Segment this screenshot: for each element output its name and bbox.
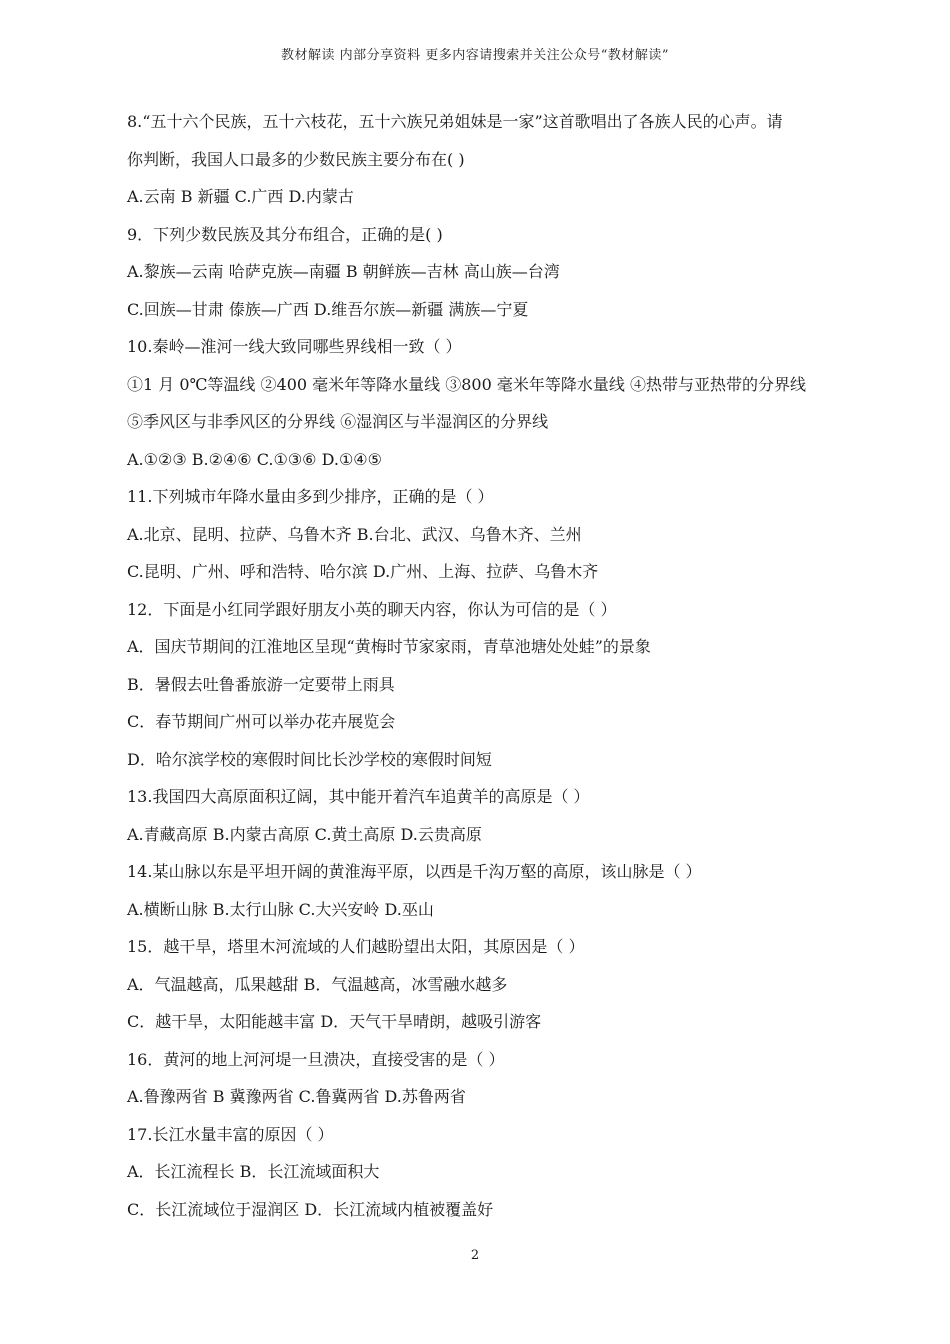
text-line: 16．黄河的地上河河堤一旦溃决，直接受害的是（ ） [127,1049,505,1069]
text-line: C．春节期间广州可以举办花卉展览会 [127,712,396,731]
text-line: C．长江流域位于湿润区 D．长江流域内植被覆盖好 [127,1199,494,1219]
text-line: 14.某山脉以东是平坦开阔的黄淮海平原，以西是千沟万壑的高原，该山脉是（ ） [127,862,702,881]
text-line: 15．越干旱，塔里木河流域的人们越盼望出太阳，其原因是（ ） [127,937,585,956]
text-line: C.回族—甘肃 傣族—广西 D.维吾尔族—新疆 满族—宁夏 [127,299,529,319]
text-line: 8.“五十六个民族，五十六枝花，五十六族兄弟姐妹是一家”这首歌唱出了各族人民的心声。请 [127,112,783,131]
text-line: A．气温越高，瓜果越甜 B．气温越高，冰雪融水越多 [127,974,508,994]
text-line: 9．下列少数民族及其分布组合，正确的是( ) [127,224,443,244]
text-line: A.北京、昆明、拉萨、乌鲁木齐 B.台北、武汉、乌鲁木齐、兰州 [127,524,582,544]
text-line: A.云南 B 新疆 C.广西 D.内蒙古 [127,187,354,206]
text-line: C.昆明、广州、呼和浩特、哈尔滨 D.广州、上海、拉萨、乌鲁木齐 [127,562,599,581]
text-line: ⑤季风区与非季风区的分界线 ⑥湿润区与半湿润区的分界线 [127,412,549,431]
text-line: A.①②③ B.②④⑥ C.①③⑥ D.①④⑤ [127,449,382,469]
text-line: ①1 月 0℃等温线 ②400 毫米年等降水量线 ③800 毫米年等降水量线 ④热带与亚热带的分界线 [127,374,806,394]
page-number: 2 [470,1248,480,1263]
text-line: 10.秦岭—淮河一线大致同哪些界线相一致（ ） [127,337,462,356]
text-line: 你判断，我国人口最多的少数民族主要分布在( ) [127,149,465,169]
text-line: B．暑假去吐鲁番旅游一定要带上雨具 [127,674,395,694]
text-line: D．哈尔滨学校的寒假时间比长沙学校的寒假时间短 [127,749,492,769]
text-line: 12．下面是小红同学跟好朋友小英的聊天内容，你认为可信的是（ ） [127,599,617,619]
text-line: 17.长江水量丰富的原因（ ） [127,1124,334,1144]
text-line: 11.下列城市年降水量由多到少排序，正确的是（ ） [127,487,494,506]
text-line: A．长江流程长 B．长江流域面积大 [127,1162,380,1181]
text-line: A．国庆节期间的江淮地区呈现“黄梅时节家家雨，青草池塘处处蛙”的景象 [127,637,651,656]
text-line: A.青藏高原 B.内蒙古高原 C.黄土高原 D.云贵高原 [127,824,482,844]
text-line: A.横断山脉 B.太行山脉 C.大兴安岭 D.巫山 [127,899,434,919]
question-content [127,112,847,1237]
page-header: 教材解读 内部分享资料 更多内容请搜索并关注公众号“教材解读” [280,48,670,63]
text-line: C．越干旱，太阳能越丰富 D．天气干旱晴朗，越吸引游客 [127,1012,542,1031]
text-line: A.鲁豫两省 B 冀豫两省 C.鲁冀两省 D.苏鲁两省 [127,1087,466,1106]
text-line: A.黎族—云南 哈萨克族—南疆 B 朝鲜族—吉林 高山族—台湾 [127,262,560,281]
text-line: 13.我国四大高原面积辽阔，其中能开着汽车追黄羊的高原是（ ） [127,787,590,806]
